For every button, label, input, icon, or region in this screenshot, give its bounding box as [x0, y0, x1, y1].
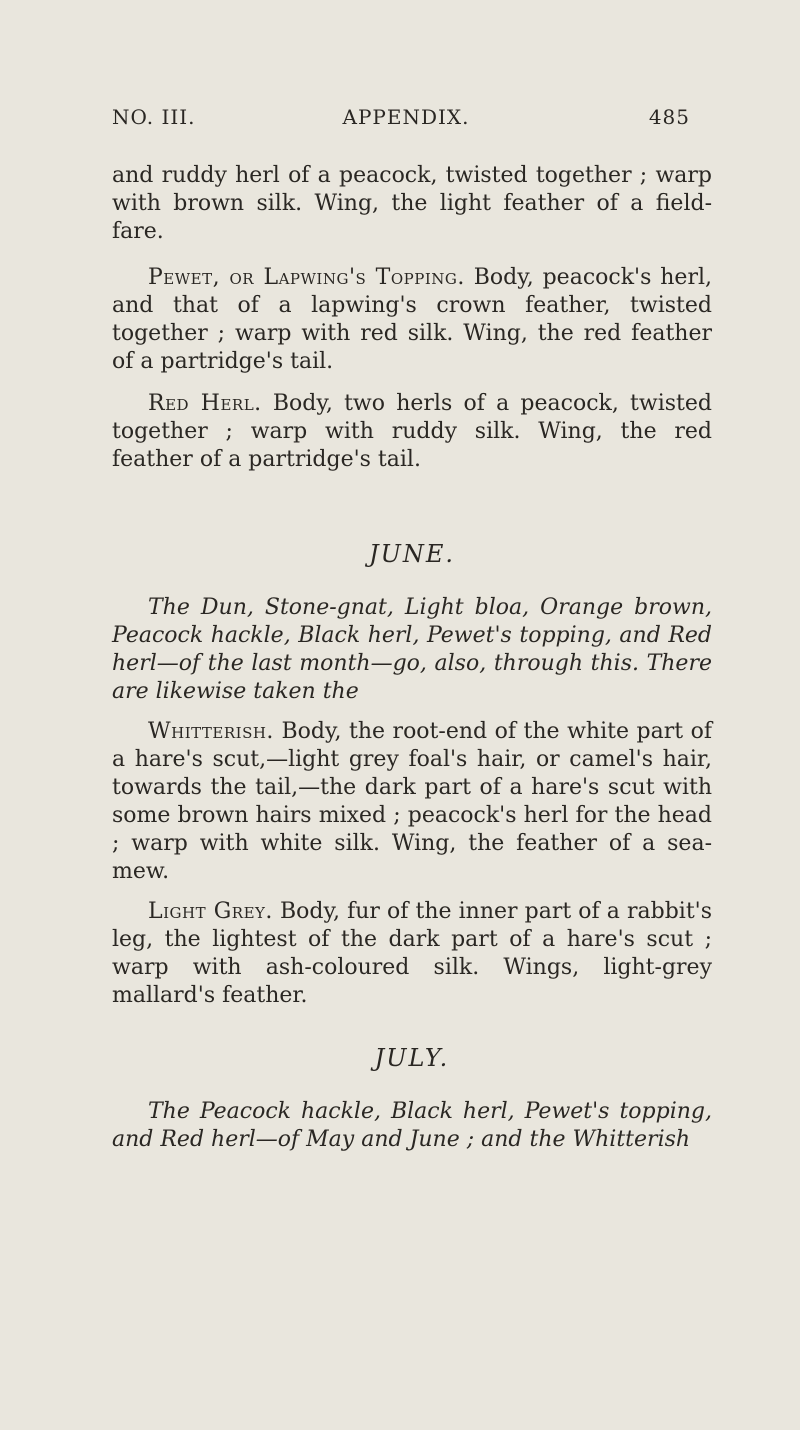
- paragraph-july-list: The Peacock hackle, Black herl, Pewet's topping, and Red herl—of May and June ; and the Whitterish: [112, 1099, 712, 1152]
- fly-description: Body, peacock's herl, and that of a lapwing's crown feather, twisted together ; warp with red silk. Wing, the red feather of a partridge's tail.: [112, 265, 712, 374]
- month-heading-june: JUNE.: [369, 540, 455, 568]
- fly-name: Light Grey.: [148, 899, 273, 924]
- fly-name: Red Herl.: [148, 391, 262, 416]
- running-header: [112, 105, 690, 135]
- page-number: 485: [648, 105, 690, 129]
- fly-name: Whitterish.: [148, 719, 274, 744]
- fly-description: Body, fur of the inner part of a rabbit's leg, the lightest of the dark part of a hare's scut ; warp with ash-coloured silk. Wings, light-grey mallard's feather.: [112, 899, 712, 1008]
- paragraph-light-grey: [112, 898, 712, 1010]
- paragraph-continuation: and ruddy herl of a peacock, twisted together ; warp with brown silk. Wing, the light feather of a field-fare.: [112, 163, 712, 244]
- paragraph-whitterish: [112, 718, 712, 886]
- fly-name: Pewet, or Lapwing's Topping.: [148, 265, 465, 290]
- fly-description: Body, the root-end of the white part of a hare's scut,—light grey foal's hair, or camel's hair, towards the tail,—the dark part of a hare's scut with some brown hairs mixed ; peacock's herl for the head ; warp with white silk. Wing, the feather of a sea-mew.: [112, 719, 712, 884]
- paragraph-red-herl: [112, 390, 712, 474]
- paragraph-june-list: The Dun, Stone-gnat, Light bloa, Orange brown, Peacock hackle, Black herl, Pewet's topping, and Red herl—of the last month—go, also, through this. There are likewise taken the: [112, 595, 712, 704]
- month-heading-july: JULY.: [374, 1044, 450, 1072]
- section-title: APPENDIX.: [342, 105, 470, 129]
- paragraph-pewet: [112, 264, 712, 376]
- fly-description: Body, two herls of a peacock, twisted together ; warp with ruddy silk. Wing, the red feather of a partridge's tail.: [112, 391, 712, 472]
- chapter-number: NO. III.: [112, 105, 196, 129]
